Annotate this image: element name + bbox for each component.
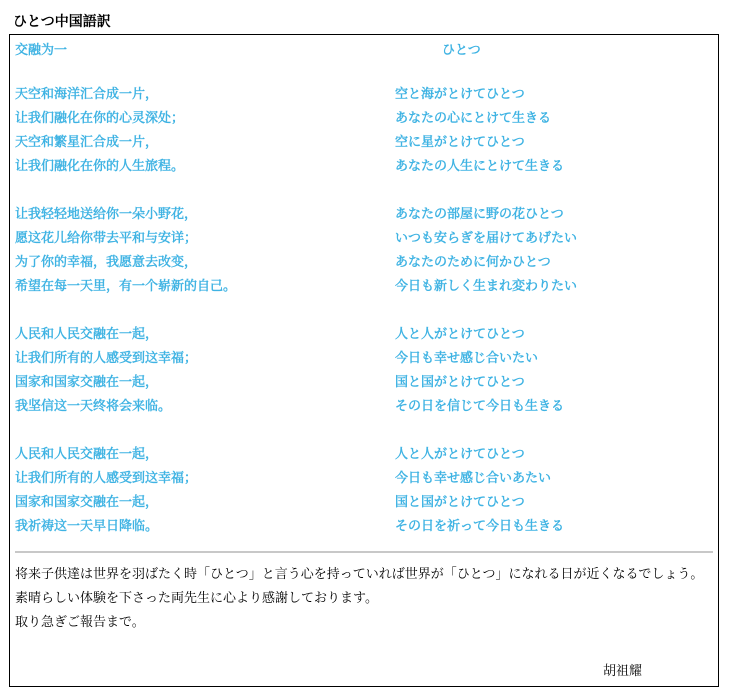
- chinese-line: 天空和海洋汇合成一片，: [15, 87, 159, 102]
- poem-header: [15, 39, 713, 59]
- closing-note: [15, 563, 715, 635]
- note-paragraph: 将来子供達は世界を羽ばたく時「ひとつ」と言う心を持っていれば世界が「ひとつ」になれる日が近くなるでしょう。: [15, 567, 704, 582]
- poem-line: [15, 107, 715, 131]
- chinese-line: 我祈祷这一天早日降临。: [15, 519, 159, 534]
- poem-line: [15, 203, 715, 227]
- poem-line: [15, 467, 715, 491]
- japanese-line: 今日も新しく生まれ変わりたい: [395, 279, 578, 294]
- poem-line: [15, 83, 715, 107]
- divider: [15, 551, 713, 553]
- signature: 胡祖耀: [603, 664, 643, 679]
- poem-line: [15, 275, 715, 299]
- note-paragraph: 取り急ぎご報告まで。: [15, 615, 145, 630]
- stanza-3: [15, 323, 715, 419]
- japanese-line: 空に星がとけてひとつ: [395, 135, 525, 150]
- page-title: ひとつ中国語訳: [13, 14, 111, 30]
- japanese-line: 人と人がとけてひとつ: [395, 447, 525, 462]
- stanza-1: [15, 83, 715, 179]
- japanese-line: あなたの人生にとけて生きる: [395, 159, 565, 174]
- note-paragraph: 素晴らしい体験を下さった両先生に心より感謝しております。: [15, 591, 378, 606]
- chinese-line: 人民和人民交融在一起，: [15, 447, 159, 462]
- poem-line: [15, 371, 715, 395]
- translation-box: [9, 34, 719, 687]
- stanza-2: [15, 203, 715, 299]
- chinese-line: 人民和人民交融在一起，: [15, 327, 159, 342]
- chinese-line: 国家和国家交融在一起，: [15, 375, 159, 390]
- chinese-line: 我坚信这一天终将会来临。: [15, 399, 172, 414]
- japanese-title: ひとつ: [442, 43, 481, 58]
- japanese-line: あなたの部屋に野の花ひとつ: [395, 207, 564, 222]
- chinese-line: 天空和繁星汇合成一片，: [15, 135, 159, 150]
- chinese-line: 让我们所有的人感受到这幸福；: [15, 471, 198, 486]
- chinese-line: 让我们融化在你的人生旅程。: [15, 159, 185, 174]
- poem-line: [15, 323, 715, 347]
- poem-line: [15, 395, 715, 419]
- poem-line: [15, 155, 715, 179]
- chinese-line: 让我们融化在你的心灵深处；: [15, 111, 185, 126]
- japanese-line: あなたの心にとけて生きる: [395, 111, 552, 126]
- poem-line: [15, 347, 715, 371]
- japanese-line: 今日も幸せ感じ合いあたい: [395, 471, 552, 486]
- poem-line: [15, 443, 715, 467]
- japanese-line: 国と国がとけてひとつ: [395, 375, 525, 390]
- chinese-line: 国家和国家交融在一起，: [15, 495, 159, 510]
- poem-line: [15, 251, 715, 275]
- poem-line: [15, 491, 715, 515]
- japanese-line: 国と国がとけてひとつ: [395, 495, 525, 510]
- chinese-line: 让我轻轻地送给你一朵小野花，: [15, 207, 198, 222]
- japanese-line: その日を祈って今日も生きる: [395, 519, 565, 534]
- chinese-line: 希望在每一天里，有一个崭新的自己。: [15, 279, 237, 294]
- poem-line: [15, 227, 715, 251]
- poem-line: [15, 515, 715, 539]
- japanese-line: 空と海がとけてひとつ: [395, 87, 525, 102]
- japanese-line: その日を信じて今日も生きる: [395, 399, 565, 414]
- chinese-line: 愿这花儿给你带去平和与安详；: [15, 231, 198, 246]
- stanza-4: [15, 443, 715, 539]
- japanese-line: いつも安らぎを届けてあげたい: [395, 231, 578, 246]
- chinese-line: 为了你的幸福，我愿意去改变，: [15, 255, 198, 270]
- poem-line: [15, 131, 715, 155]
- japanese-line: あなたのために何かひとつ: [395, 255, 551, 270]
- chinese-title: 交融为一: [15, 43, 68, 58]
- chinese-line: 让我们所有的人感受到这幸福；: [15, 351, 198, 366]
- japanese-line: 人と人がとけてひとつ: [395, 327, 525, 342]
- japanese-line: 今日も幸せ感じ合いたい: [395, 351, 539, 366]
